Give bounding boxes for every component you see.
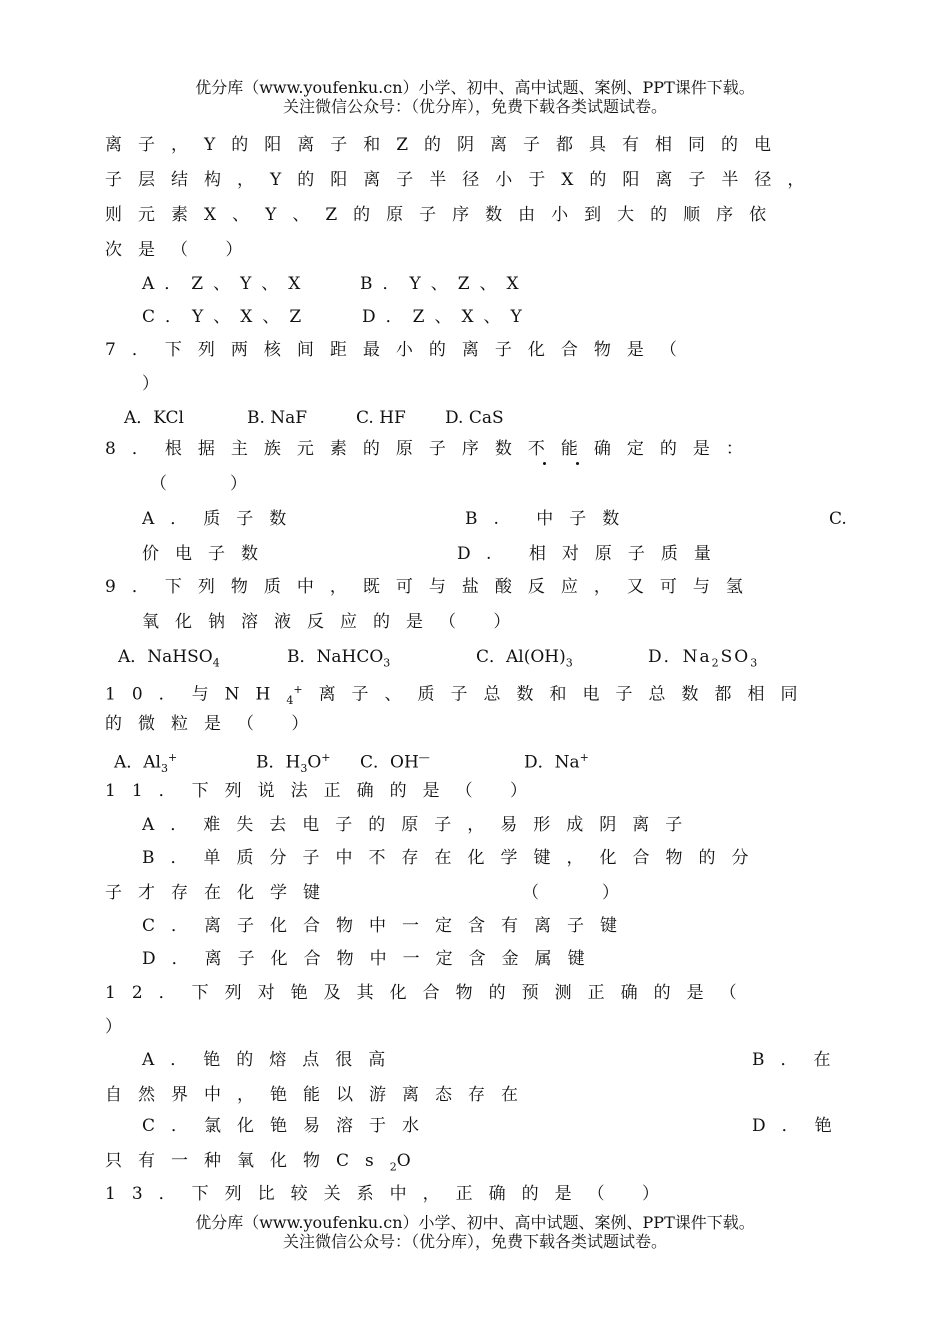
q13-stem: 13．下列比较关系中，正确的是（ ） <box>105 1184 676 1204</box>
q6-option-d: D．Z、X、Y <box>362 307 532 327</box>
q8-option-a: A．质子数 <box>142 509 303 529</box>
q11-option-d: D．离子化合物中一定含金属键 <box>142 949 601 969</box>
q11-option-b-1: B．单质分子中不存在化学键，化合物的分 <box>142 848 765 868</box>
q6-line-3: 则元素X、Y、Z的原子序数由小到大的顺序依 <box>105 205 783 225</box>
q9-option-a: A．NaHSO$_4$ <box>118 647 220 670</box>
q6-line-1: 离子，Y的阳离子和Z的阴离子都具有相同的电 <box>105 135 788 155</box>
q8-paren: （ ） <box>150 474 254 494</box>
q9-option-c: C．$Al(OH)_3$ <box>476 647 573 670</box>
q9-line-2: 氧化钠溶液反应的是（ ） <box>142 612 527 632</box>
q8-option-c-text: 价电子数 <box>142 544 274 564</box>
q10-option-d: D．Na+ <box>524 751 589 773</box>
footer-line-2: 关注微信公众号：（优分库），免费下载各类试题试卷。 <box>282 1232 667 1251</box>
q7-option-d: D. CaS <box>445 408 504 428</box>
q9-line-1: 9．下列物质中，既可与盐酸反应，又可与氢 <box>105 577 759 597</box>
q6-line-2: 子层结构，Y的阳离子半径小于X的阳离子半径， <box>105 170 821 190</box>
q11-option-a: A．难失去电子的原子，易形成阴离子 <box>142 815 699 835</box>
q9-option-b: B．NaHCO$_3$ <box>287 647 391 670</box>
q8-stem <box>105 439 845 459</box>
q12-option-d-text: 只有一种氧化物$Cs_2O$ <box>105 1151 427 1174</box>
q7-option-c: C. HF <box>356 408 406 428</box>
q10-option-c: C．OH— <box>360 751 430 773</box>
q6-line-4: 次是（ ） <box>105 240 259 260</box>
q10-option-a: A．$Al_3^+$ <box>114 751 178 776</box>
q11-option-b-paren: （ ） <box>522 883 626 903</box>
q7-option-a: A．KCl <box>124 408 184 428</box>
footer-line-1: 优分库（www.youfenku.cn）小学、初中、高中试题、案例、PPT课件下载。 <box>195 1213 755 1232</box>
q8-option-d: D. 相对原子质量 <box>457 544 727 564</box>
q10-line-2: 的微粒是（ ） <box>105 714 325 734</box>
q12-stem: 12．下列对铯及其化合物的预测正确的是（ <box>105 983 753 1003</box>
q6-option-b: B．Y、Z、X <box>360 274 529 294</box>
header-line-2: 关注微信公众号：（优分库），免费下载各类试题试卷。 <box>282 97 667 116</box>
q7-stem: 7．下列两核间距最小的离子化合物是（ <box>105 340 693 360</box>
q8-emphasis-1: 不 <box>527 439 561 459</box>
q11-option-b-2: 子才存在化学键 <box>105 883 336 903</box>
q8-stem-start: 8．根据主族元素的原子序数 <box>105 439 528 459</box>
q8-option-b: B. 中子数 <box>465 509 636 529</box>
q12-option-c: C．氯化铯易溶于水 <box>142 1116 436 1136</box>
q8-emphasis-2: 能 <box>560 439 594 459</box>
q8-stem-end: 确定的是： <box>593 439 759 459</box>
q10-option-b: B．$H_3O^+$ <box>256 751 331 776</box>
header-line-1: 优分库（www.youfenku.cn）小学、初中、高中试题、案例、PPT课件下载。 <box>195 78 755 97</box>
q7-option-b: B. NaF <box>247 408 308 428</box>
q12-option-b-text: 自然界中，铯能以游离态存在 <box>105 1085 534 1105</box>
q7-close-paren: ） <box>142 374 159 394</box>
q9-option-d: D．$Na_2SO_3$ <box>648 647 760 670</box>
q6-option-a: A．Z、Y、X <box>142 274 311 294</box>
q12-option-d-label: D．铯 <box>752 1116 848 1136</box>
q12-close-paren: ） <box>105 1017 122 1037</box>
q11-stem: 11．下列说法正确的是（ ） <box>105 781 544 801</box>
q11-option-c: C．离子化合物中一定含有离子键 <box>142 916 634 936</box>
q6-option-c: C．Y、X、Z <box>142 307 312 327</box>
q12-option-b-label: B．在 <box>752 1050 847 1070</box>
q8-option-c-label: C. <box>829 509 847 529</box>
q10-line-1: 10．与$NH_4^+$离子、质子总数和电子总数都相同 <box>105 683 814 708</box>
q12-option-a: A．铯的熔点很高 <box>142 1050 402 1070</box>
